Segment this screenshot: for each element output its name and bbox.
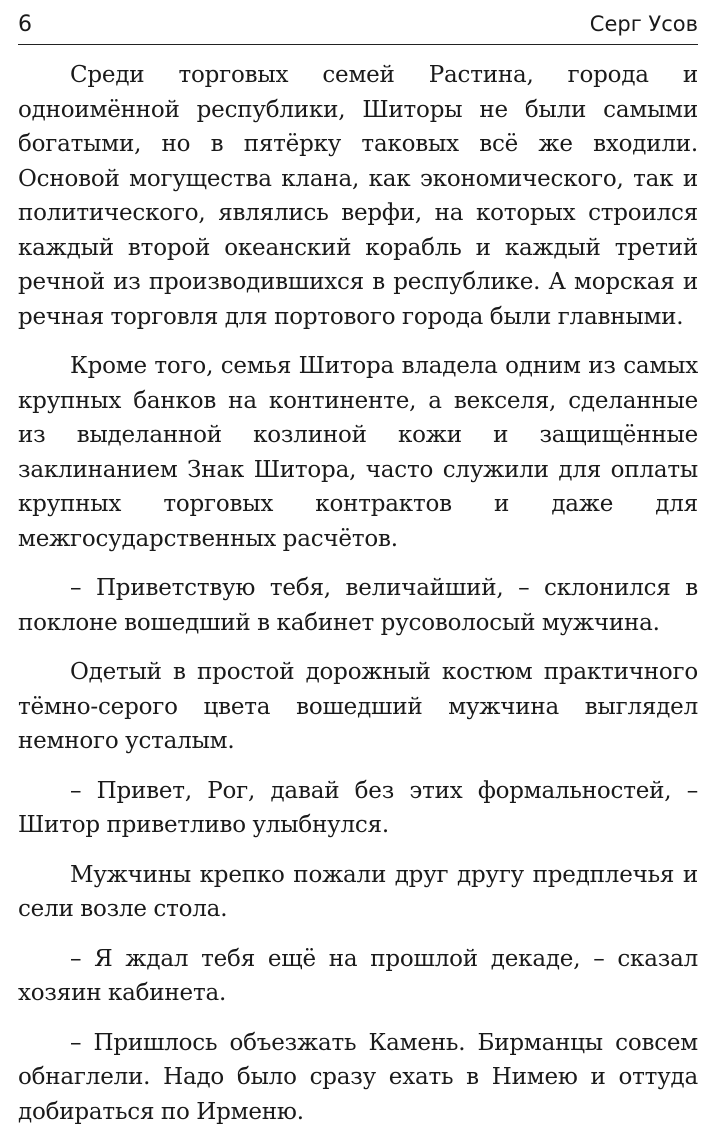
- page-number: 6: [18, 12, 32, 37]
- paragraph: – Пришлось объезжать Камень. Бирманцы совсем обнаглели. Надо было сразу ехать в Нимею и оттуда добираться по Ирменю.: [18, 1029, 698, 1125]
- paragraph: – Приветствую тебя, величайший, – склонился в поклоне вошедший в кабинет русоволосый мужчина.: [18, 575, 698, 636]
- paragraph: Одетый в простой дорожный костюм практичного тёмно-серого цвета вошедший мужчина выглядел немного усталым.: [18, 659, 698, 754]
- paragraph: Кроме того, семья Шитора владела одним из самых крупных банков на континенте, а векселя, сделанные из выделанной козлиной кожи и защищённые заклинанием Знак Шитора, часто служили для оплаты крупных торговых контрактов и даже для межгосударственных расчётов.: [18, 353, 698, 552]
- paragraph: – Я ждал тебя ещё на прошлой декаде, – сказал хозяин кабинета.: [18, 945, 698, 1006]
- page-header: [18, 10, 698, 45]
- paragraph: Среди торговых семей Растина, города и одноимённой республики, Шиторы не были самыми богатыми, но в пятёрку таковых всё же входили. Основой могущества клана, как экономического, так и политического, являлись верфи, на которых строился каждый второй океанский корабль и каждый третий речной из производившихся в республике. А морская и речная торговля для портового города были главными.: [18, 62, 698, 330]
- paragraph: – Привет, Рог, давай без этих формальностей, – Шитор приветливо улыбнулся.: [18, 777, 698, 838]
- body-text: [18, 58, 698, 1144]
- paragraph: Мужчины крепко пожали друг другу предплечья и сели возле стола.: [18, 861, 698, 922]
- running-title: Серг Усов: [589, 12, 698, 36]
